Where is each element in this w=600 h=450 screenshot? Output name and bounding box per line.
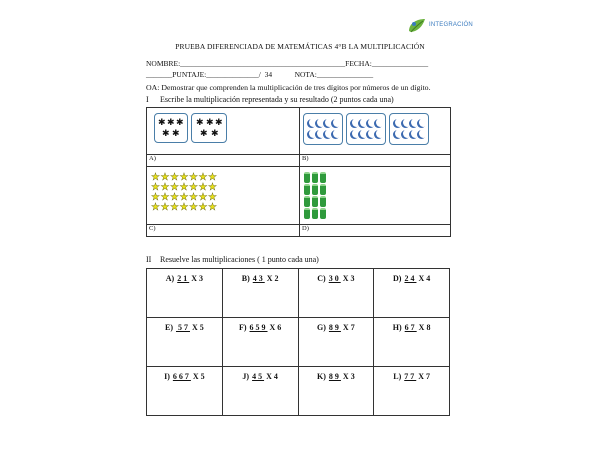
multiplier: X 4 bbox=[418, 274, 431, 283]
factor-number: 3 0 bbox=[328, 274, 341, 283]
star-icon: ★ bbox=[179, 182, 189, 193]
factor-number: 8 9 bbox=[328, 372, 341, 381]
group-box bbox=[191, 113, 227, 143]
star-icon: ★ bbox=[189, 172, 198, 183]
multiplier: X 3 bbox=[191, 274, 203, 283]
battery-icon bbox=[304, 208, 310, 219]
star-icon: ★ bbox=[151, 202, 160, 213]
star-icon: ★ bbox=[151, 172, 160, 183]
multiplication-table bbox=[146, 268, 450, 416]
multiplication-cell[interactable] bbox=[222, 367, 298, 416]
multiplication-cell[interactable] bbox=[298, 269, 374, 318]
document-title: PRUEBA DIFERENCIADA DE MATEMÁTICAS 4°B LA MULTIPLICACIÓN bbox=[175, 42, 425, 51]
butterfly-icon: ✱ bbox=[206, 117, 214, 127]
multiplication-cell[interactable] bbox=[222, 269, 298, 318]
star-icon: ★ bbox=[160, 192, 170, 203]
star-icon: ★ bbox=[189, 192, 198, 203]
picture-d bbox=[300, 167, 451, 225]
star-icon: ★ bbox=[151, 182, 160, 193]
battery-icon bbox=[320, 208, 326, 219]
item-label: F) bbox=[238, 323, 247, 332]
battery-icon bbox=[312, 184, 318, 195]
section-1-number: I bbox=[146, 95, 149, 104]
battery-icon bbox=[320, 172, 326, 183]
group-box bbox=[303, 113, 343, 145]
battery-icon bbox=[320, 196, 326, 207]
item-label: E) bbox=[164, 323, 173, 332]
battery-icon bbox=[304, 184, 310, 195]
butterfly-icon: ✱ bbox=[200, 128, 208, 138]
star-icon: ★ bbox=[208, 172, 217, 183]
item-label: A) bbox=[165, 274, 175, 283]
multiplier: X 5 bbox=[191, 323, 204, 332]
section-2-number: II bbox=[146, 255, 152, 264]
multiplier: X 5 bbox=[192, 372, 205, 381]
group-box bbox=[346, 113, 386, 145]
star-icon: ★ bbox=[208, 202, 217, 213]
answer-a[interactable]: A) bbox=[147, 155, 300, 167]
multiplication-cell[interactable] bbox=[147, 318, 223, 367]
multiplier: X 6 bbox=[269, 323, 282, 332]
answer-c[interactable]: C) bbox=[147, 225, 300, 237]
star-icon: ★ bbox=[151, 192, 160, 203]
butterfly-icon: ✱ bbox=[196, 117, 204, 127]
star-icon: ★ bbox=[170, 192, 179, 203]
factor-number: 6 5 9 bbox=[249, 323, 268, 332]
section-1-instruction: Escribe la multiplicación representada y su resultado (2 puntos cada una) bbox=[160, 95, 394, 104]
battery-icon bbox=[320, 184, 326, 195]
item-label: K) bbox=[317, 372, 326, 381]
star-icon: ★ bbox=[160, 172, 170, 183]
star-icon: ★ bbox=[189, 182, 198, 193]
star-icon: ★ bbox=[208, 192, 217, 203]
answer-b[interactable]: B) bbox=[300, 155, 451, 167]
picture-b bbox=[300, 108, 451, 155]
multiplier: X 8 bbox=[418, 323, 431, 332]
factor-number: 2 1 bbox=[177, 274, 190, 283]
item-label: B) bbox=[241, 274, 250, 283]
multiplier: X 7 bbox=[418, 372, 431, 381]
score-grade-line: _______PUNTAJE:______________/ 34 NOTA:_______________ bbox=[146, 70, 374, 79]
star-icon: ★ bbox=[189, 202, 198, 213]
factor-number: 6 7 bbox=[404, 323, 417, 332]
multiplication-cell[interactable] bbox=[298, 318, 374, 367]
battery-icon bbox=[304, 172, 310, 183]
star-icon: ★ bbox=[160, 202, 170, 213]
multiplier: X 4 bbox=[266, 372, 278, 381]
item-label: I) bbox=[164, 372, 170, 381]
factor-number: 2 4 bbox=[404, 274, 417, 283]
factor-number: 7 7 bbox=[404, 372, 417, 381]
multiplication-cell[interactable] bbox=[147, 269, 223, 318]
item-label: L) bbox=[393, 372, 402, 381]
battery-icon bbox=[312, 196, 318, 207]
multiplication-cell[interactable] bbox=[147, 367, 223, 416]
item-label: D) bbox=[393, 274, 402, 283]
star-icon: ★ bbox=[198, 192, 208, 203]
answer-d[interactable]: D) bbox=[300, 225, 451, 237]
factor-number: 8 9 bbox=[328, 323, 341, 332]
logo-text: INTEGRACIÓN bbox=[429, 22, 473, 28]
star-icon: ★ bbox=[179, 172, 189, 183]
factor-number: 5 7 bbox=[175, 323, 190, 332]
battery-icon bbox=[304, 196, 310, 207]
multiplication-cell[interactable] bbox=[374, 367, 450, 416]
name-date-line: NOMBRE:____________________________________________FECHA:_______________ bbox=[146, 59, 429, 68]
leaf-logo-icon bbox=[405, 15, 429, 37]
star-icon: ★ bbox=[208, 182, 217, 193]
star-icon: ★ bbox=[179, 192, 189, 203]
item-label: G) bbox=[317, 323, 326, 332]
butterfly-icon: ✱ bbox=[215, 117, 223, 127]
butterfly-icon: ✱ bbox=[162, 128, 170, 138]
multiplier: X 2 bbox=[266, 274, 279, 283]
star-icon: ★ bbox=[160, 182, 170, 193]
multiplication-cell[interactable] bbox=[374, 269, 450, 318]
item-label: J) bbox=[242, 372, 250, 381]
multiplier: X 3 bbox=[342, 274, 355, 283]
section-2-instruction: Resuelve las multiplicaciones ( 1 punto cada una) bbox=[160, 255, 319, 264]
item-label: C) bbox=[317, 274, 326, 283]
butterfly-icon: ✱ bbox=[158, 117, 166, 127]
multiplication-cell[interactable] bbox=[374, 318, 450, 367]
star-icon: ★ bbox=[198, 202, 208, 213]
multiplier: X 3 bbox=[342, 372, 355, 381]
butterfly-icon: ✱ bbox=[172, 128, 180, 138]
factor-number: 4 5 bbox=[252, 372, 265, 381]
star-icon: ★ bbox=[198, 182, 208, 193]
factor-number: 6 6 7 bbox=[172, 372, 191, 381]
star-icon: ★ bbox=[170, 172, 179, 183]
butterfly-icon: ✱ bbox=[176, 117, 184, 127]
factor-number: 4 3 bbox=[252, 274, 265, 283]
star-icon: ★ bbox=[170, 182, 179, 193]
group-box bbox=[389, 113, 429, 145]
star-icon: ★ bbox=[198, 172, 208, 183]
picture-a bbox=[147, 108, 300, 155]
butterfly-icon: ✱ bbox=[167, 117, 175, 127]
multiplication-cell[interactable] bbox=[222, 318, 298, 367]
group-box bbox=[154, 113, 188, 143]
multiplier: X 7 bbox=[342, 323, 355, 332]
learning-objective: OA: Demostrar que comprenden la multiplicación de tres dígitos por números de un dígito. bbox=[146, 83, 431, 92]
school-logo bbox=[405, 15, 480, 37]
representation-table bbox=[146, 107, 451, 237]
picture-c bbox=[147, 167, 300, 225]
multiplication-cell[interactable] bbox=[298, 367, 374, 416]
butterfly-icon: ✱ bbox=[211, 128, 219, 138]
star-icon: ★ bbox=[179, 202, 189, 213]
battery-icon bbox=[312, 172, 318, 183]
star-icon: ★ bbox=[170, 202, 179, 213]
item-label: H) bbox=[392, 323, 402, 332]
battery-icon bbox=[312, 208, 318, 219]
